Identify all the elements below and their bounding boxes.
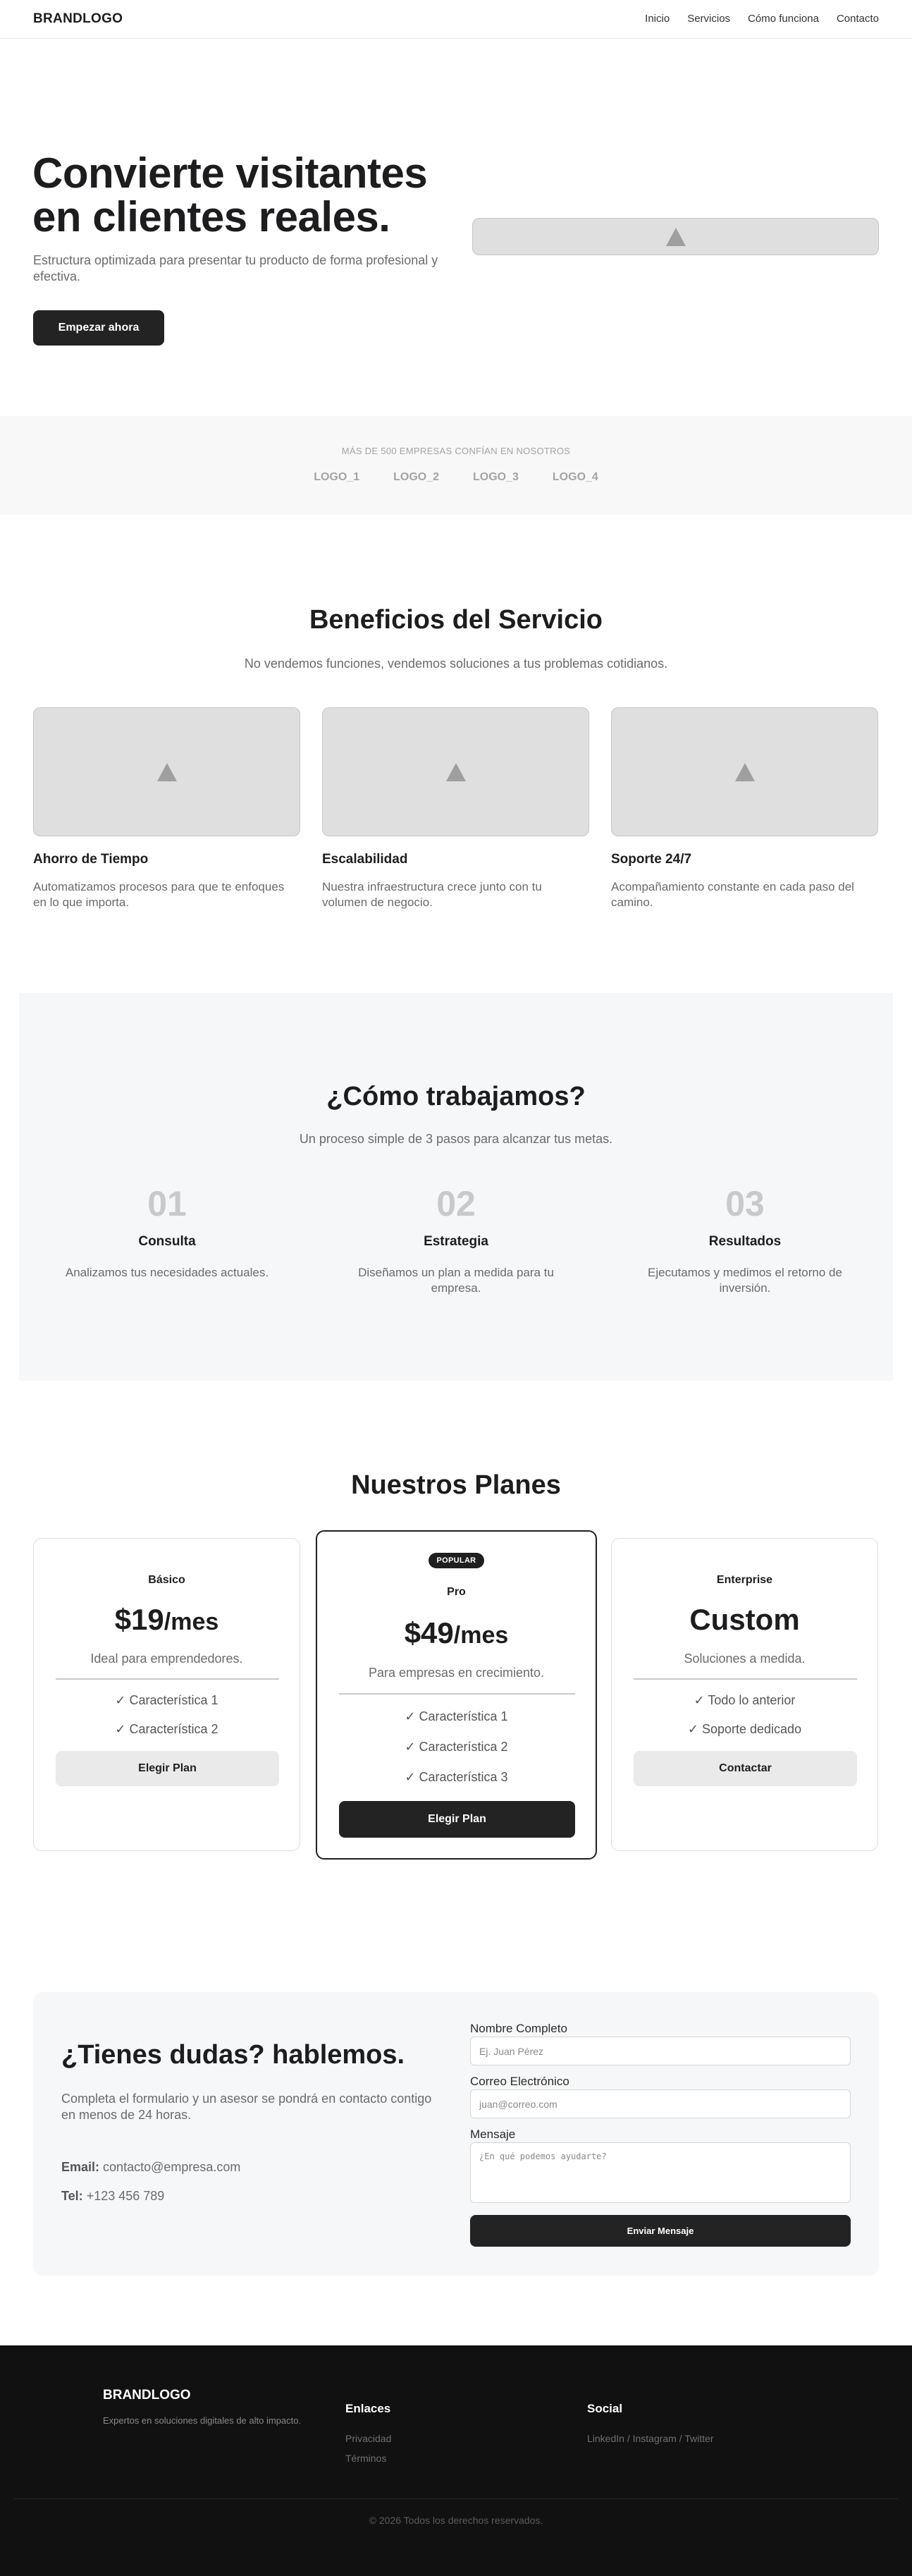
step-text: Diseñamos un plan a medida para tu empresa.	[358, 1266, 554, 1295]
name-field-label: Nombre Completo	[470, 2022, 567, 2035]
benefit-card	[611, 707, 878, 910]
plan-feature: ✓ Característica 1	[115, 1693, 218, 1707]
partner-logo: LOGO_2	[393, 471, 439, 483]
footer-copyright: © 2026 Todos los derechos reservados.	[369, 2515, 543, 2526]
message-field-label: Mensaje	[470, 2128, 516, 2141]
plan-name: Básico	[148, 1574, 185, 1586]
step-text: Analizamos tus necesidades actuales.	[65, 1266, 269, 1279]
plan-feature: ✓ Característica 2	[405, 1740, 508, 1754]
step-title: Consulta	[138, 1234, 196, 1249]
plan-name: Pro	[447, 1586, 466, 1598]
footer-link-privacy[interactable]: Privacidad	[345, 2433, 392, 2444]
top-navbar	[0, 0, 912, 39]
benefit-title: Ahorro de Tiempo	[33, 852, 149, 867]
footer-brand: BRANDLOGO	[103, 2388, 191, 2403]
contact-email: Email: contacto@empresa.com	[61, 2160, 241, 2174]
image-placeholder-icon	[735, 763, 755, 781]
step-title: Resultados	[708, 1234, 782, 1249]
footer-social-title: Social	[587, 2402, 623, 2415]
logo-row	[0, 471, 912, 484]
benefit-image	[322, 707, 589, 836]
plan-name: Enterprise	[716, 1574, 773, 1586]
plan-divider	[56, 1678, 279, 1680]
footer-social-links[interactable]: LinkedIn / Instagram / Twitter	[587, 2433, 714, 2444]
plan-description: Soluciones a medida.	[684, 1652, 806, 1666]
benefits-title: Beneficios del Servicio	[309, 605, 603, 635]
plan-feature: ✓ Todo lo anterior	[694, 1693, 796, 1707]
image-placeholder-icon	[666, 228, 686, 246]
image-placeholder-icon	[157, 763, 177, 781]
plans-title: Nuestros Planes	[351, 1470, 561, 1500]
step-title: Estrategia	[424, 1234, 488, 1249]
nav-link-contacto[interactable]: Contacto	[836, 13, 879, 25]
plan-feature: ✓ Característica 3	[405, 1770, 508, 1784]
benefit-image	[611, 707, 878, 836]
plan-feature: ✓ Característica 2	[115, 1722, 218, 1736]
plan-divider	[634, 1678, 857, 1680]
process-step	[33, 1183, 301, 1281]
contact-phone: Tel: +123 456 789	[61, 2189, 165, 2203]
plan-price: $49/mes	[404, 1616, 509, 1649]
plan-feature: ✓ Soporte dedicado	[687, 1722, 802, 1736]
brand-logo[interactable]: BRANDLOGO	[33, 11, 123, 26]
footer-link-terms[interactable]: Términos	[345, 2453, 387, 2464]
image-placeholder-icon	[446, 763, 466, 781]
nav-link-servicios[interactable]: Servicios	[687, 13, 731, 25]
plan-price: Custom	[689, 1603, 800, 1636]
benefit-title: Escalabilidad	[322, 852, 408, 867]
message-textarea[interactable]: ¿En qué podemos ayudarte?	[470, 2142, 851, 2203]
hero-title-line-2: en clientes reales.	[32, 193, 390, 240]
partner-logo: LOGO_1	[314, 471, 360, 483]
contact-sales-button[interactable]: Contactar	[634, 1751, 857, 1786]
benefit-text: Acompañamiento constante en cada paso del camino.	[611, 880, 854, 909]
hero-title	[32, 149, 469, 240]
footer-tagline: Expertos en soluciones digitales de alto impacto.	[103, 2415, 302, 2426]
step-number: 01	[147, 1184, 187, 1223]
choose-plan-button[interactable]: Elegir Plan	[56, 1751, 279, 1786]
trust-section	[0, 416, 912, 515]
partner-logo: LOGO_3	[473, 471, 519, 483]
process-subtitle: Un proceso simple de 3 pasos para alcanzar tus metas.	[299, 1132, 613, 1146]
contact-section	[33, 1992, 879, 2276]
footer-divider	[14, 2498, 898, 2499]
benefit-text: Nuestra infraestructura crece junto con tu volumen de negocio.	[322, 880, 542, 909]
plan-feature: ✓ Característica 1	[405, 1709, 508, 1723]
email-field-label: Correo Electrónico	[470, 2075, 569, 2088]
plan-description: Ideal para emprendedores.	[90, 1652, 243, 1666]
benefits-subtitle: No vendemos funciones, vendemos soluciones a tus problemas cotidianos.	[244, 657, 668, 671]
benefit-card	[322, 707, 589, 910]
contact-title: ¿Tienes dudas? hablemos.	[61, 2040, 405, 2070]
plan-card-basic	[33, 1538, 300, 1851]
trust-label: MÁS DE 500 EMPRESAS CONFÍAN EN NOSOTROS	[341, 446, 571, 456]
plan-card-pro	[316, 1530, 597, 1860]
popular-badge: POPULAR	[429, 1553, 485, 1568]
hero-subtitle: Estructura optimizada para presentar tu producto de forma profesional y efectiva.	[33, 253, 438, 283]
plan-price: $19/mes	[114, 1603, 219, 1636]
step-text: Ejecutamos y medimos el retorno de inversión.	[648, 1266, 842, 1295]
process-title: ¿Cómo trabajamos?	[326, 1082, 586, 1111]
hero-title-line-1: Convierte visitantes	[32, 149, 428, 197]
process-step	[611, 1183, 879, 1296]
benefit-image	[33, 707, 300, 836]
contact-subtitle: Completa el formulario y un asesor se pondrá en contacto contigo en menos de 24 horas.	[61, 2092, 432, 2122]
nav-link-inicio[interactable]: Inicio	[645, 13, 670, 25]
name-input[interactable]: Ej. Juan Pérez	[470, 2037, 851, 2065]
send-message-button[interactable]: Enviar Mensaje	[470, 2215, 851, 2247]
partner-logo: LOGO_4	[552, 471, 598, 483]
benefit-title: Soporte 24/7	[611, 852, 692, 867]
step-number: 03	[725, 1184, 765, 1223]
step-number: 02	[436, 1184, 476, 1223]
footer-links-title: Enlaces	[345, 2402, 391, 2415]
plan-description: Para empresas en crecimiento.	[368, 1666, 545, 1680]
site-footer	[0, 2345, 912, 2576]
choose-plan-button[interactable]: Elegir Plan	[339, 1801, 575, 1838]
nav-links	[645, 13, 879, 25]
benefit-text: Automatizamos procesos para que te enfoques en lo que importa.	[33, 880, 285, 909]
process-step	[322, 1183, 590, 1296]
plan-card-enterprise	[611, 1538, 878, 1851]
email-input[interactable]: juan@correo.com	[470, 2089, 851, 2118]
hero-image	[472, 218, 879, 255]
plan-divider	[339, 1693, 575, 1695]
hero-cta-button[interactable]: Empezar ahora	[33, 310, 164, 346]
nav-link-como-funciona[interactable]: Cómo funciona	[748, 13, 819, 25]
benefit-card	[33, 707, 300, 910]
